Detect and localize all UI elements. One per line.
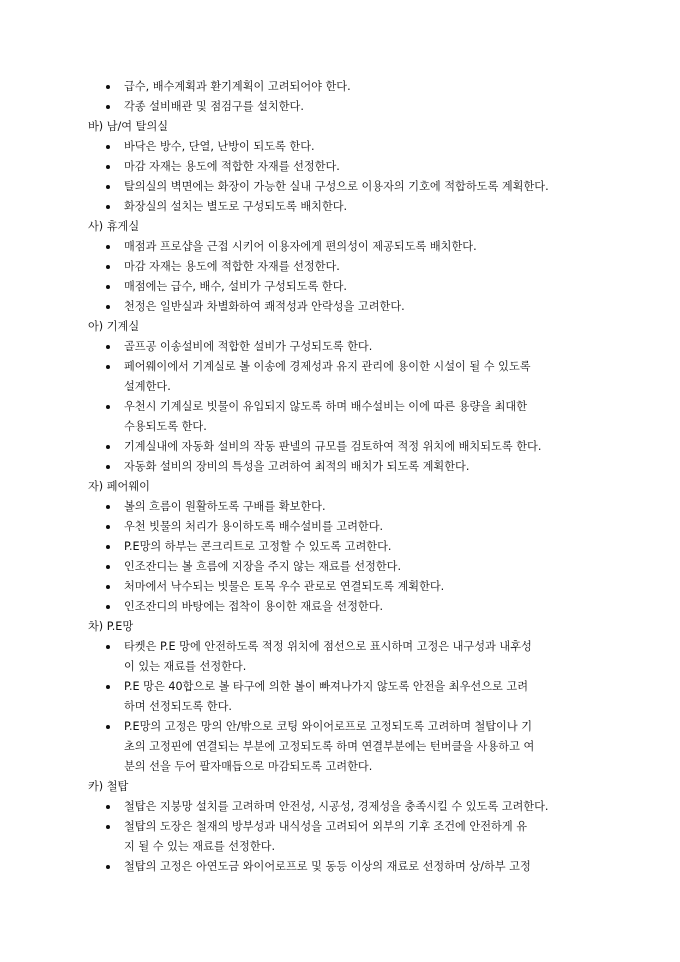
bullet-dot-icon bbox=[106, 565, 110, 569]
bullet-item bbox=[0, 817, 680, 857]
bullet-continuation: 지 될 수 있는 재료를 선정한다. bbox=[124, 840, 276, 853]
bullet-item bbox=[0, 157, 680, 177]
bullet-dot-icon bbox=[106, 605, 110, 609]
bullet-text: 인조잔디의 바탕에는 접착이 용이한 재료을 선정한다. bbox=[124, 600, 384, 613]
bullet-item bbox=[0, 197, 680, 217]
bullet-text: 자동화 설비의 장비의 특성을 고려하여 최적의 배치가 되도록 계획한다. bbox=[124, 460, 470, 473]
bullet-text: 탈의실의 벽면에는 화장이 가능한 실내 구성으로 이용자의 기호에 적합하도록 계획한다. bbox=[124, 180, 549, 193]
bullet-dot-icon bbox=[106, 545, 110, 549]
bullet-dot-icon bbox=[106, 145, 110, 149]
bullet-dot-icon bbox=[106, 865, 110, 869]
bullet-dot-icon bbox=[106, 505, 110, 509]
bullet-dot-icon bbox=[106, 445, 110, 449]
bullet-continuation: 수용되도록 한다. bbox=[124, 420, 207, 433]
bullet-dot-icon bbox=[106, 645, 110, 649]
bullet-text: 볼의 흐름이 원활하도록 구배를 확보한다. bbox=[124, 500, 326, 513]
bullet-text: P.E 망은 40합으로 볼 타구에 의한 볼이 빠져나가지 않도록 안전을 최우선으로 고려 bbox=[124, 680, 529, 693]
bullet-dot-icon bbox=[106, 185, 110, 189]
bullet-dot-icon bbox=[106, 165, 110, 169]
bullet-item bbox=[0, 177, 680, 197]
bullet-text: 매점에는 급수, 배수, 설비가 구성되도록 한다. bbox=[124, 280, 347, 293]
section-heading: 아) 기계실 bbox=[88, 320, 140, 333]
bullet-item bbox=[0, 597, 680, 617]
bullet-continuation: 설계한다. bbox=[124, 380, 171, 393]
bullet-item bbox=[0, 357, 680, 397]
bullet-dot-icon bbox=[106, 805, 110, 809]
section-heading: 바) 남/여 탈의실 bbox=[88, 120, 169, 133]
bullet-dot-icon bbox=[106, 585, 110, 589]
document-body bbox=[0, 77, 680, 877]
bullet-item bbox=[0, 77, 680, 97]
bullet-dot-icon bbox=[106, 525, 110, 529]
bullet-item bbox=[0, 797, 680, 817]
bullet-text: 각종 설비배관 및 점검구를 설치한다. bbox=[124, 100, 304, 113]
bullet-text: 처마에서 낙수되는 빗물은 토목 우수 관로로 연결되도록 계획한다. bbox=[124, 580, 445, 593]
bullet-text: 골프공 이송설비에 적합한 설비가 구성되도록 한다. bbox=[124, 340, 373, 353]
bullet-item bbox=[0, 437, 680, 457]
bullet-dot-icon bbox=[106, 305, 110, 309]
bullet-text: 우천시 기계실로 빗물이 유입되지 않도록 하며 배수설비는 이에 따른 용량을 최대한 bbox=[124, 400, 528, 413]
bullet-dot-icon bbox=[106, 685, 110, 689]
section-heading: 자) 페어웨이 bbox=[88, 480, 150, 493]
bullet-item bbox=[0, 517, 680, 537]
bullet-item bbox=[0, 557, 680, 577]
bullet-continuation: 분의 선을 두어 팔자매듭으로 마감되도록 고려한다. bbox=[124, 760, 373, 773]
bullet-item bbox=[0, 577, 680, 597]
bullet-dot-icon bbox=[106, 365, 110, 369]
bullet-dot-icon bbox=[106, 245, 110, 249]
bullet-item bbox=[0, 637, 680, 677]
bullet-text: 마감 자재는 용도에 적합한 자재를 선정한다. bbox=[124, 160, 340, 173]
bullet-text: P.E망의 고정은 망의 안/밖으로 코팅 와이어로프로 고정되도록 고려하며 철탑이나 기 bbox=[124, 720, 533, 733]
bullet-item bbox=[0, 137, 680, 157]
bullet-dot-icon bbox=[106, 345, 110, 349]
bullet-dot-icon bbox=[106, 205, 110, 209]
bullet-text: 기계실내에 자동화 설비의 작동 판넬의 규모를 검토하여 적정 위치에 배치되도록 한다. bbox=[124, 440, 542, 453]
bullet-text: 마감 자재는 용도에 적합한 자재를 선정한다. bbox=[124, 260, 340, 273]
bullet-item bbox=[0, 337, 680, 357]
bullet-text: 철탑의 도장은 철재의 방부성과 내식성을 고려되어 외부의 기후 조건에 안전하게 유 bbox=[124, 820, 528, 833]
bullet-text: 철탑은 지붕망 설치를 고려하며 안전성, 시공성, 경제성을 충족시킬 수 있도록 고려한다. bbox=[124, 800, 549, 813]
bullet-item bbox=[0, 457, 680, 477]
bullet-dot-icon bbox=[106, 825, 110, 829]
bullet-text: 인조잔디는 볼 흐름에 지장을 주지 않는 재료를 선정한다. bbox=[124, 560, 402, 573]
bullet-continuation: 초의 고정핀에 연결되는 부분에 고정되도록 하며 연결부분에는 턴버클을 사용하고 여 bbox=[124, 740, 535, 753]
section-heading: 차) P.E망 bbox=[88, 620, 134, 633]
section-heading: 사) 휴게실 bbox=[88, 220, 140, 233]
bullet-dot-icon bbox=[106, 465, 110, 469]
bullet-item bbox=[0, 277, 680, 297]
bullet-text: 타켓은 P.E 망에 안전하도록 적정 위치에 점선으로 표시하며 고정은 내구성과 내후성 bbox=[124, 640, 532, 653]
bullet-text: P.E망의 하부는 콘크리트로 고정할 수 있도록 고려한다. bbox=[124, 540, 392, 553]
bullet-dot-icon bbox=[106, 265, 110, 269]
bullet-item bbox=[0, 297, 680, 317]
bullet-text: 철탑의 고정은 아연도금 와이어로프로 및 동등 이상의 재료로 선정하며 상/하부 고정 bbox=[124, 860, 531, 873]
bullet-dot-icon bbox=[106, 725, 110, 729]
bullet-dot-icon bbox=[106, 285, 110, 289]
bullet-text: 급수, 배수계획과 환기계획이 고려되어야 한다. bbox=[124, 80, 351, 93]
bullet-item bbox=[0, 537, 680, 557]
bullet-item bbox=[0, 237, 680, 257]
bullet-continuation: 이 있는 재료를 선정한다. bbox=[124, 660, 247, 673]
bullet-text: 우천 빗물의 처리가 용이하도록 배수설비를 고려한다. bbox=[124, 520, 384, 533]
bullet-dot-icon bbox=[106, 85, 110, 89]
bullet-item bbox=[0, 397, 680, 437]
bullet-item bbox=[0, 857, 680, 877]
bullet-text: 매점과 프로샵을 근접 시키어 이용자에게 편의성이 제공되도록 배치한다. bbox=[124, 240, 477, 253]
section-heading: 카) 철탑 bbox=[88, 780, 129, 793]
bullet-text: 바닥은 방수, 단열, 난방이 되도록 한다. bbox=[124, 140, 315, 153]
bullet-dot-icon bbox=[106, 405, 110, 409]
bullet-text: 천정은 일반실과 차별화하여 쾌적성과 안락성을 고려한다. bbox=[124, 300, 405, 313]
bullet-item bbox=[0, 257, 680, 277]
bullet-continuation: 하며 선정되도록 한다. bbox=[124, 700, 232, 713]
bullet-item bbox=[0, 97, 680, 117]
bullet-item bbox=[0, 677, 680, 717]
bullet-item bbox=[0, 497, 680, 517]
bullet-item bbox=[0, 717, 680, 777]
bullet-text: 화장실의 설치는 별도로 구성되도록 배치한다. bbox=[124, 200, 348, 213]
bullet-dot-icon bbox=[106, 105, 110, 109]
bullet-text: 페어웨이에서 기계실로 볼 이송에 경제성과 유지 관리에 용이한 시설이 될 수 있도록 bbox=[124, 360, 531, 373]
